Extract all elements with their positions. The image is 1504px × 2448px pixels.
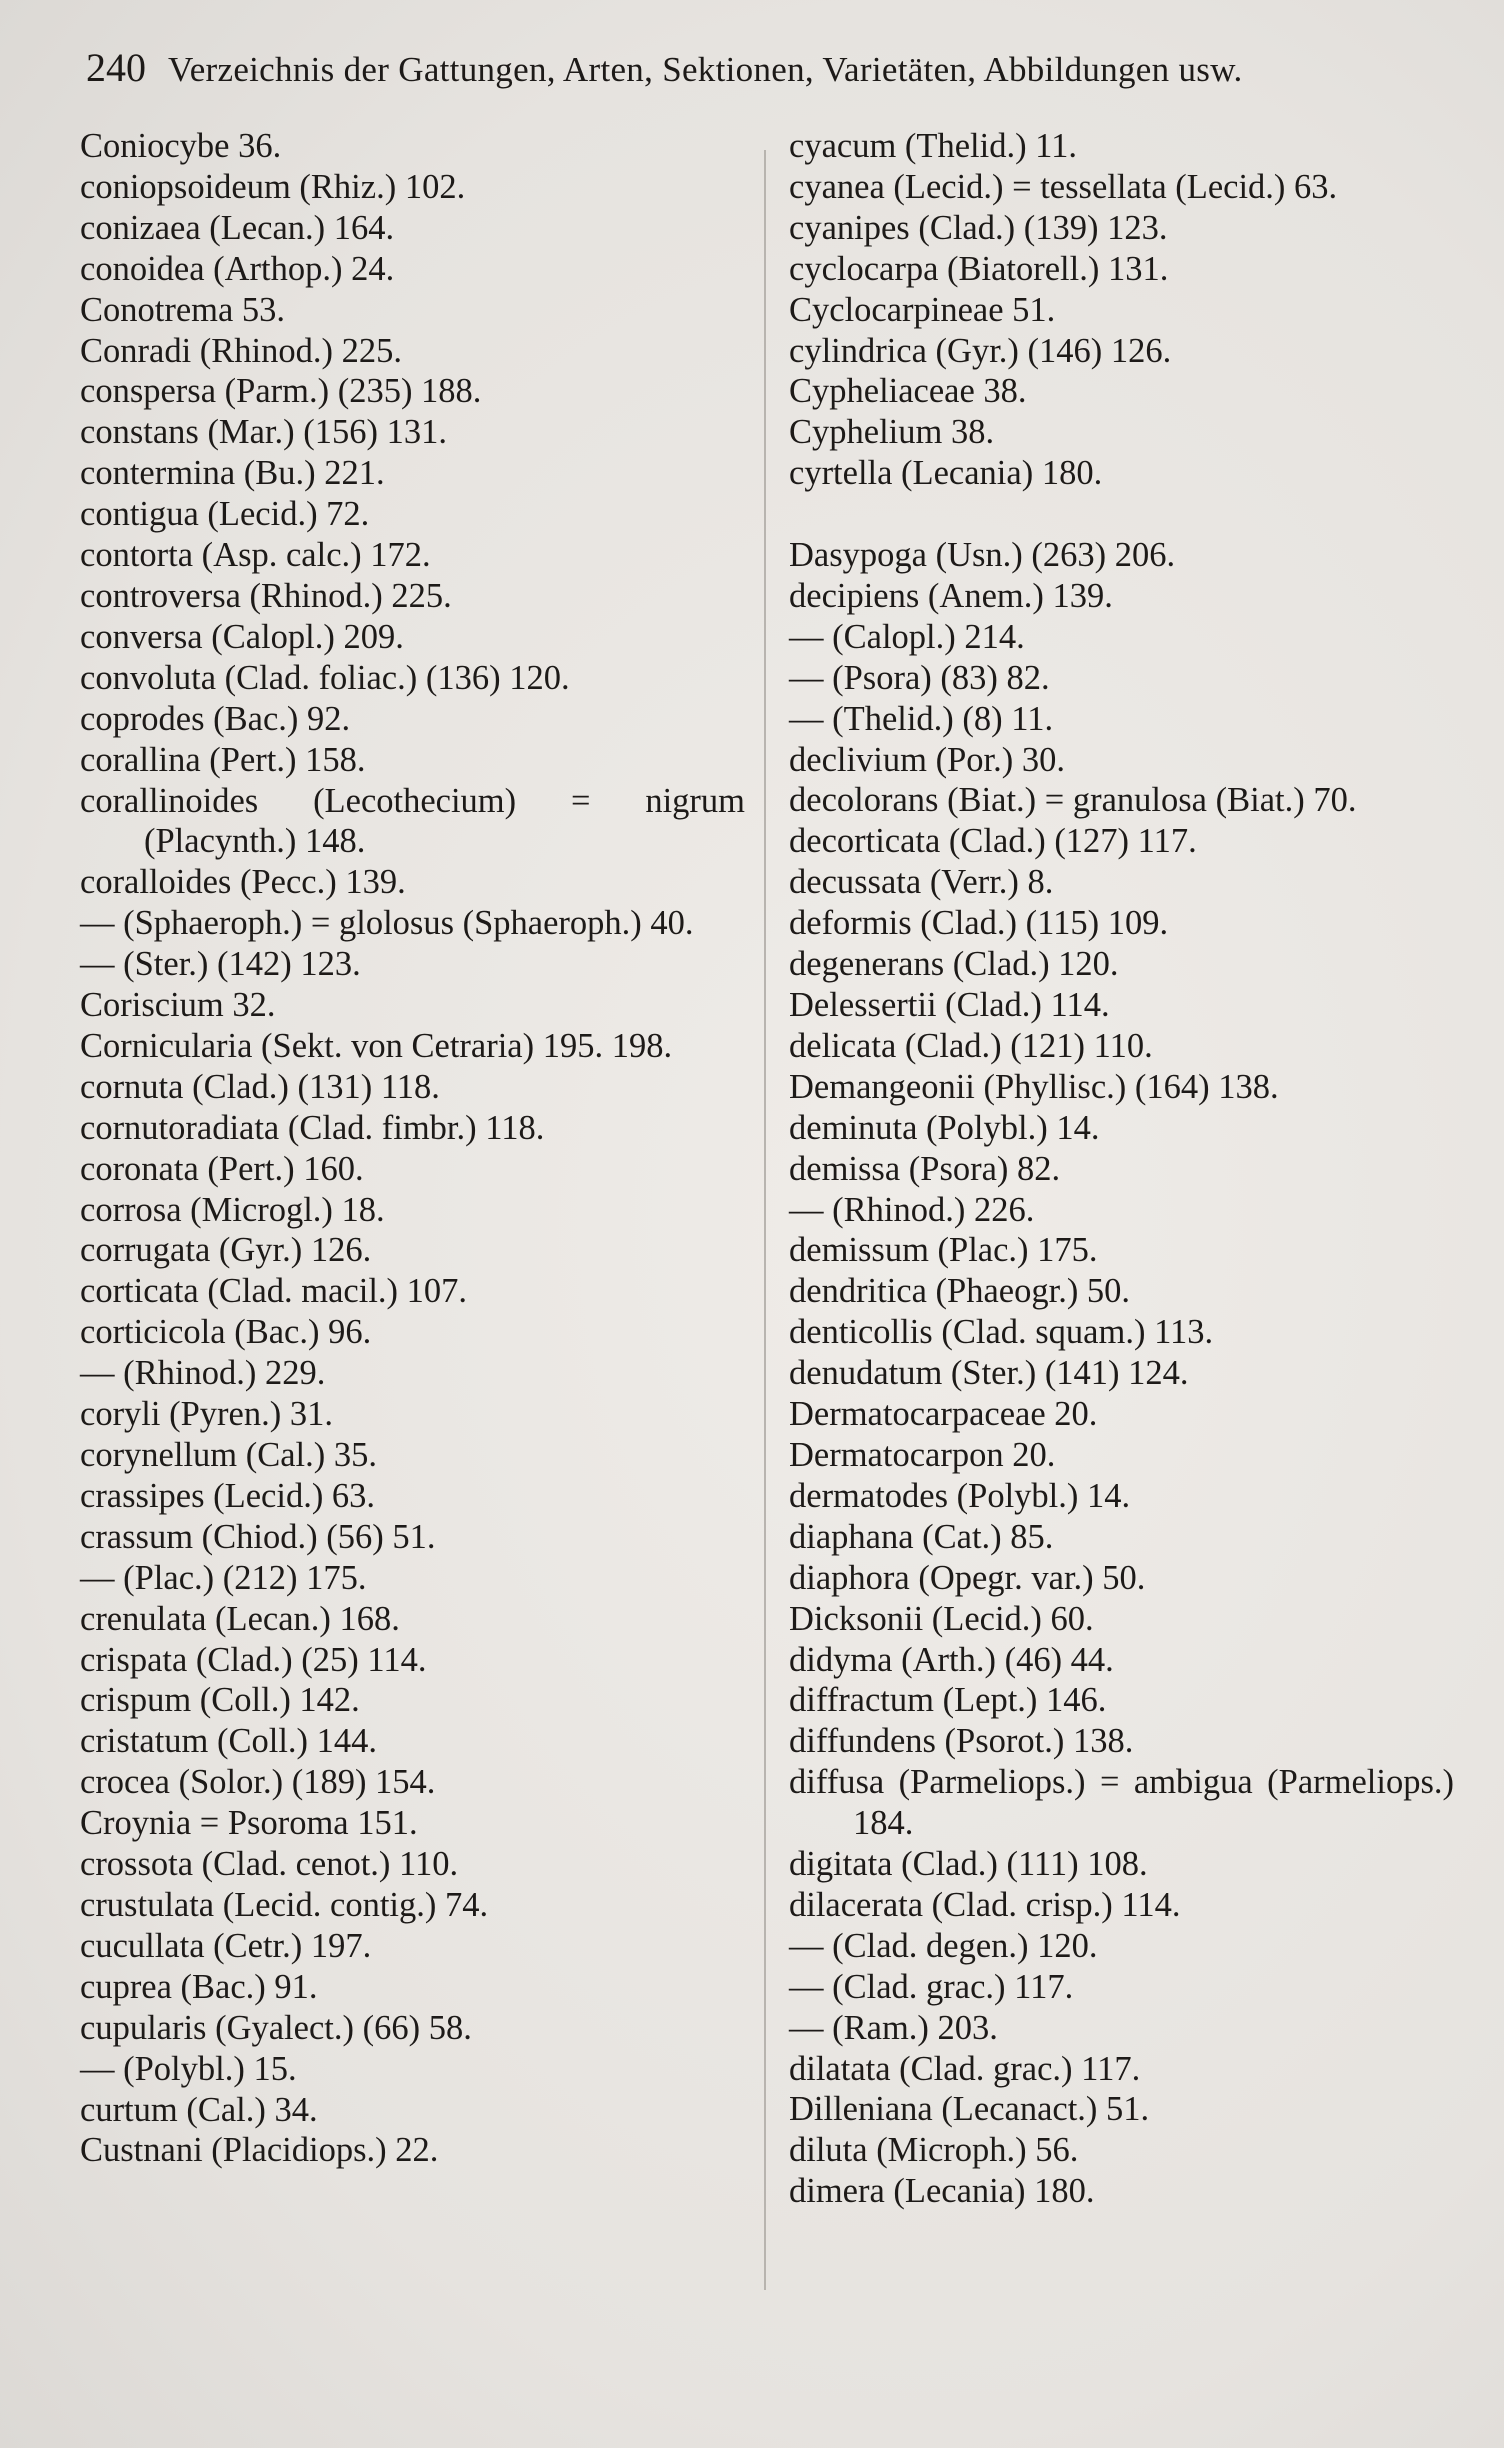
index-entry: cupularis (Gyalect.) (66) 58. (80, 2008, 472, 2047)
index-entry: Conradi (Rhinod.) 225. (80, 331, 402, 370)
index-entry: convoluta (Clad. foliac.) (136) 120. (80, 658, 570, 697)
page-header (86, 44, 1464, 100)
index-entry: diluta (Microph.) 56. (789, 2131, 1079, 2170)
index-entry: — (Ram.) 203. (789, 2008, 998, 2047)
index-entry: contermina (Bu.) 221. (80, 454, 385, 493)
index-entry: declivium (Por.) 30. (789, 740, 1065, 779)
index-entry: denudatum (Ster.) (141) 124. (789, 1354, 1189, 1393)
index-entry: corynellum (Cal.) 35. (80, 1436, 378, 1474)
index-entry: coprodes (Bac.) 92. (80, 699, 351, 738)
index-entry: coniopsoideum (Rhiz.) 102. (80, 167, 466, 206)
index-entry: corallina (Pert.) 158. (80, 740, 366, 779)
index-entry: digitata (Clad.) (111) 108. (789, 1845, 1148, 1884)
index-entry: diffusa (Parmeliops.) = ambigua (Parmeliops.) 184. (789, 1763, 1454, 1843)
index-entry: degenerans (Clad.) 120. (789, 945, 1119, 984)
index-entry: Delessertii (Clad.) 114. (789, 986, 1110, 1025)
index-entry: Cyphelium 38. (789, 413, 995, 452)
index-entry: conspersa (Parm.) (235) 188. (80, 372, 482, 411)
index-entry: contigua (Lecid.) 72. (80, 495, 370, 534)
index-entry: dilacerata (Clad. crisp.) 114. (789, 1885, 1181, 1924)
index-entry: Dicksonii (Lecid.) 60. (789, 1599, 1094, 1638)
index-entry: Cornicularia (Sekt. von Cetraria) 195. 198. (80, 1026, 673, 1065)
index-entry: — (Thelid.) (8) 11. (789, 699, 1054, 738)
index-entry: crispum (Coll.) 142. (80, 1681, 360, 1720)
index-entry: Dilleniana (Lecanact.) 51. (789, 2090, 1150, 2129)
index-entry: — (Rhinod.) 226. (789, 1190, 1035, 1229)
index-entry: — (Ster.) (142) 123. (80, 945, 361, 984)
index-entry: delicata (Clad.) (121) 110. (789, 1026, 1153, 1065)
index-column-left (80, 126, 745, 2171)
index-entry: constans (Mar.) (156) 131. (80, 413, 447, 452)
index-entry: dilatata (Clad. grac.) 117. (789, 2049, 1141, 2088)
page-number: 240 (86, 45, 146, 90)
index-entry: corallinoides (Lecothecium) = nigrum (Placynth.) 148. (80, 781, 745, 861)
index-entry: crenulata (Lecan.) 168. (80, 1599, 400, 1638)
index-entry: Coriscium 32. (80, 986, 276, 1025)
index-entry: Cypheliaceae 38. (789, 372, 1027, 411)
index-entry: decolorans (Biat.) = granulosa (Biat.) 70. (789, 781, 1357, 820)
index-entry: Conotrema 53. (80, 290, 286, 329)
index-entry: cucullata (Cetr.) 197. (80, 1926, 372, 1965)
index-entry: corrosa (Microgl.) 18. (80, 1190, 385, 1229)
index-entry: Coniocybe 36. (80, 127, 282, 165)
index-entry: cornutoradiata (Clad. fimbr.) 118. (80, 1108, 545, 1147)
index-entry: crustulata (Lecid. contig.) 74. (80, 1885, 489, 1924)
index-entry: deminuta (Polybl.) 14. (789, 1108, 1100, 1147)
index-entry: crossota (Clad. cenot.) 110. (80, 1845, 459, 1884)
index-entry: curtum (Cal.) 34. (80, 2090, 318, 2129)
index-entry: demissum (Plac.) 175. (789, 1231, 1098, 1270)
index-entry: Custnani (Placidiops.) 22. (80, 2131, 439, 2170)
index-entry: coryli (Pyren.) 31. (80, 1395, 333, 1434)
index-entry: decipiens (Anem.) 139. (789, 576, 1113, 615)
index-entry: crocea (Solor.) (189) 154. (80, 1763, 436, 1802)
index-entry: — (Psora) (83) 82. (789, 658, 1050, 697)
index-entry: cristatum (Coll.) 144. (80, 1722, 378, 1761)
index-entry: dendritica (Phaeogr.) 50. (789, 1272, 1131, 1311)
index-entry: cyrtella (Lecania) 180. (789, 454, 1103, 493)
index-entry: conizaea (Lecan.) 164. (80, 208, 395, 247)
index-column-right (789, 126, 1454, 2212)
index-entry: cuprea (Bac.) 91. (80, 1967, 318, 2006)
index-entry: — (Plac.) (212) 175. (80, 1558, 367, 1597)
index-entry: crassum (Chiod.) (56) 51. (80, 1517, 436, 1556)
index-entry: decorticata (Clad.) (127) 117. (789, 822, 1197, 861)
running-head: Verzeichnis der Gattungen, Arten, Sektionen, Varietäten, Abbildungen usw. (168, 50, 1243, 89)
column-divider (764, 150, 766, 2290)
index-entry: diaphora (Opegr. var.) 50. (789, 1558, 1146, 1597)
index-entry: diffundens (Psorot.) 138. (789, 1722, 1134, 1761)
index-entry: — (Sphaeroph.) = glolosus (Sphaeroph.) 40. (80, 904, 694, 943)
index-entry: deformis (Clad.) (115) 109. (789, 904, 1169, 943)
index-entry: decussata (Verr.) 8. (789, 863, 1054, 902)
index-entry: crassipes (Lecid.) 63. (80, 1476, 376, 1515)
index-entry: coronata (Pert.) 160. (80, 1149, 364, 1188)
index-entry: didyma (Arth.) (46) 44. (789, 1640, 1114, 1679)
index-entry: cylindrica (Gyr.) (146) 126. (789, 331, 1172, 370)
index-entry: corticicola (Bac.) 96. (80, 1313, 372, 1352)
index-entry: Cyclocarpineae 51. (789, 290, 1056, 329)
index-entry: dermatodes (Polybl.) 14. (789, 1476, 1131, 1515)
index-entry: coralloides (Pecc.) 139. (80, 863, 406, 902)
index-entry: corrugata (Gyr.) 126. (80, 1231, 372, 1270)
index-entry: contorta (Asp. calc.) 172. (80, 536, 431, 575)
index-entry: dimera (Lecania) 180. (789, 2172, 1095, 2211)
index-entry: diffractum (Lept.) 146. (789, 1681, 1107, 1720)
index-entry: demissa (Psora) 82. (789, 1149, 1061, 1188)
index-entry: diaphana (Cat.) 85. (789, 1517, 1054, 1556)
index-entry: denticollis (Clad. squam.) 113. (789, 1313, 1214, 1352)
index-entry: cyanea (Lecid.) = tessellata (Lecid.) 63. (789, 167, 1338, 206)
index-entry: — (Clad. degen.) 120. (789, 1926, 1098, 1965)
index-entry: conversa (Calopl.) 209. (80, 617, 404, 656)
index-entry: Demangeonii (Phyllisc.) (164) 138. (789, 1067, 1279, 1106)
index-entry: controversa (Rhinod.) 225. (80, 576, 452, 615)
index-entry: Dermatocarpaceae 20. (789, 1395, 1098, 1434)
index-entry: corticata (Clad. macil.) 107. (80, 1272, 468, 1311)
index-entry: — (Polybl.) 15. (80, 2049, 297, 2088)
index-entry: cyanipes (Clad.) (139) 123. (789, 208, 1168, 247)
index-entry: Croynia = Psoroma 151. (80, 1804, 418, 1843)
index-entry: cyclocarpa (Biatorell.) 131. (789, 249, 1169, 288)
index-entry: Dasypoga (Usn.) (263) 206. (789, 536, 1176, 575)
index-entry: cyacum (Thelid.) 11. (789, 127, 1078, 165)
index-entry: — (Rhinod.) 229. (80, 1354, 326, 1393)
index-entry: — (Clad. grac.) 117. (789, 1967, 1074, 2006)
index-entry: — (Calopl.) 214. (789, 617, 1025, 656)
index-entry: cornuta (Clad.) (131) 118. (80, 1067, 440, 1106)
index-entry: Dermatocarpon 20. (789, 1435, 1056, 1474)
index-entry: conoidea (Arthop.) 24. (80, 249, 395, 288)
index-entry: crispata (Clad.) (25) 114. (80, 1640, 427, 1679)
